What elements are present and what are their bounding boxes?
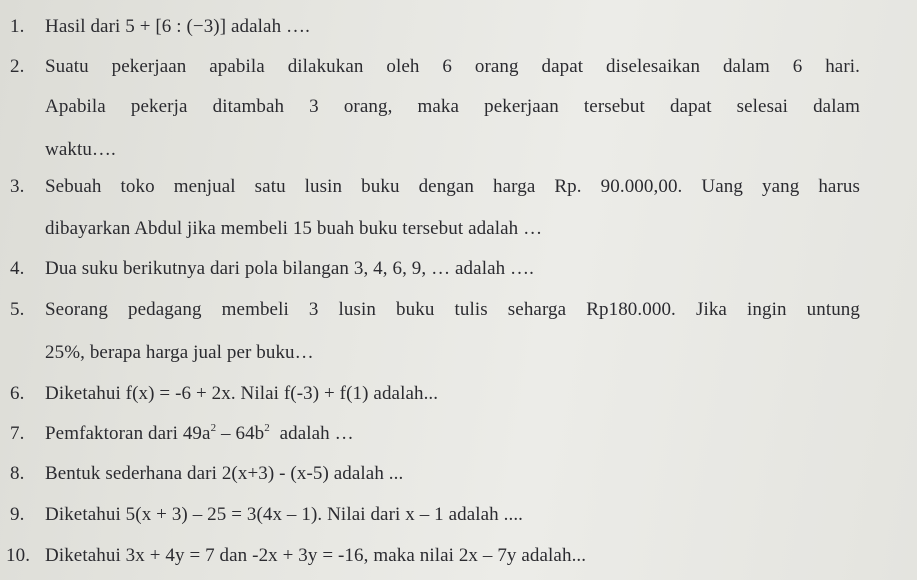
question-text-line-1: Suatu pekerjaan apabila dilakukan oleh 6 orang dapat diselesaikan dalam 6 hari. bbox=[45, 56, 860, 77]
question-text-line-3: waktu…. bbox=[45, 139, 116, 160]
question-number: 9. bbox=[10, 504, 25, 525]
question-text-line-2: 25%, berapa harga jual per buku… bbox=[45, 342, 314, 363]
question-number: 7. bbox=[10, 423, 25, 444]
question-number: 3. bbox=[10, 176, 25, 197]
question-text: Hasil dari 5 + [6 : (−3)] adalah …. bbox=[45, 16, 310, 37]
question-text-line-2: Apabila pekerja ditambah 3 orang, maka pekerjaan tersebut dapat selesai dalam bbox=[45, 96, 860, 117]
exponent: 2 bbox=[210, 422, 217, 434]
question-text-line-1: Seorang pedagang membeli 3 lusin buku tulis seharga Rp180.000. Jika ingin untung bbox=[45, 299, 860, 320]
question-number: 2. bbox=[10, 56, 25, 77]
question-text: Bentuk sederhana dari 2(x+3) - (x-5) adalah ... bbox=[45, 463, 404, 484]
question-number: 6. bbox=[10, 383, 25, 404]
question-text-part: adalah … bbox=[269, 423, 354, 444]
question-number: 10. bbox=[6, 545, 31, 566]
question-text: Diketahui 5(x + 3) – 25 = 3(4x – 1). Nilai dari x – 1 adalah .... bbox=[45, 504, 524, 525]
question-text-part: Pemfaktoran dari 49a bbox=[45, 423, 211, 444]
question-number: 5. bbox=[10, 299, 25, 320]
question-text: Dua suku berikutnya dari pola bilangan 3, 4, 6, 9, … adalah …. bbox=[45, 258, 535, 279]
question-text: Diketahui f(x) = -6 + 2x. Nilai f(-3) + f(1) adalah... bbox=[45, 383, 439, 404]
question-number: 4. bbox=[10, 258, 25, 279]
question-text-line-2: dibayarkan Abdul jika membeli 15 buah buku tersebut adalah … bbox=[45, 218, 543, 239]
question-text-line-1: Sebuah toko menjual satu lusin buku dengan harga Rp. 90.000,00. Uang yang harus bbox=[45, 176, 860, 197]
question-text bbox=[45, 423, 354, 445]
question-text-part: – 64b bbox=[216, 423, 265, 444]
question-number: 8. bbox=[10, 463, 25, 484]
question-number: 1. bbox=[10, 16, 25, 37]
exponent: 2 bbox=[264, 422, 270, 434]
question-text: Diketahui 3x + 4y = 7 dan -2x + 3y = -16, maka nilai 2x – 7y adalah... bbox=[45, 545, 587, 566]
